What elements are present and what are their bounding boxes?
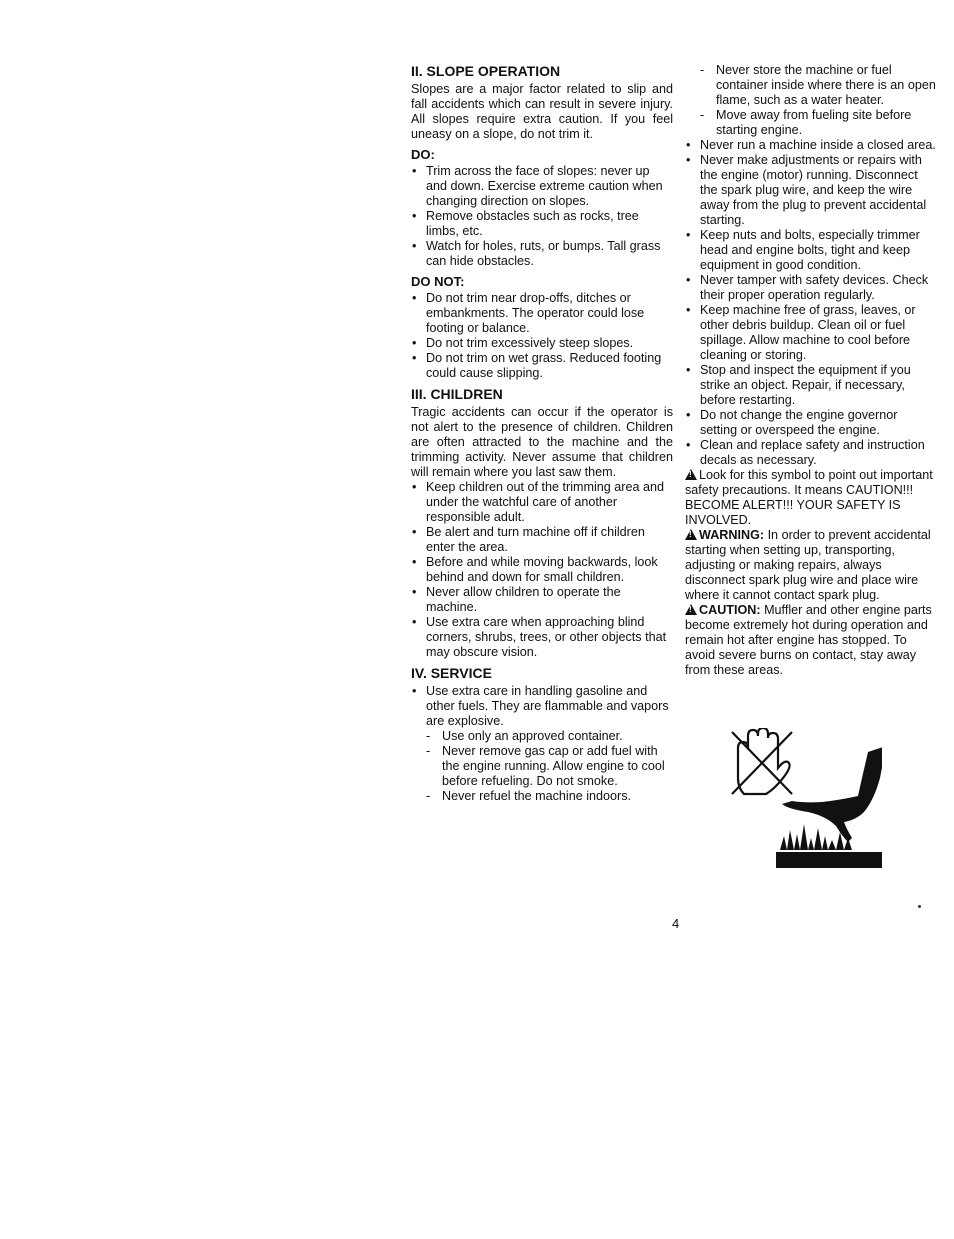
children-heading: III. CHILDREN [411,386,503,402]
symbol-note-text: Look for this symbol to point out important safety precautions. It means CAUTION!!! BECOME ALERT!!! YOUR SAFETY IS INVOLVED. [685,468,933,527]
list-item: • Never make adjustments or repairs with the engine (motor) running. Disconnect the spark plug wire, and keep the wire away from the plug to prevent accidental starting. [685,153,937,228]
list-item: • Never run a machine inside a closed area. [685,138,937,153]
sub-list-item: - Use only an approved container. [411,729,673,744]
donot-label: DO NOT: [411,274,465,289]
list-item: • Keep machine free of grass, leaves, or other debris buildup. Clean oil or fuel spillage. Allow machine to cool before cleaning or storing. [685,303,937,363]
caution-paragraph [685,603,937,678]
service-heading: IV. SERVICE [411,665,492,681]
list-item: • Be alert and turn machine off if children enter the area. [411,525,673,555]
caution-text: Muffler and other engine parts become extremely hot during operation and remain hot after engine has stopped. To avoid severe burns on contact, stay away from these areas. [685,603,932,677]
list-item: • Never allow children to operate the machine. [411,585,673,615]
safety-alert-icon [685,604,697,615]
left-column [411,63,673,804]
list-item: • Do not trim near drop-offs, ditches or embankments. The operator could lose footing or balance. [411,291,673,336]
safety-alert-icon [685,529,697,540]
list-item: • Remove obstacles such as rocks, tree limbs, etc. [411,209,673,239]
list-item: • Before and while moving backwards, look behind and down for small children. [411,555,673,585]
hot-surface-warning-illustration [730,728,882,870]
list-item: • Trim across the face of slopes: never up and down. Exercise extreme caution when changing direction on slopes. [411,164,673,209]
list-item: • Use extra care in handling gasoline and other fuels. They are flammable and vapors are explosive. [411,684,673,729]
list-item: • Clean and replace safety and instruction decals as necessary. [685,438,937,468]
do-list [411,164,673,269]
sub-list-item: - Never store the machine or fuel container inside where there is an open flame, such as a water heater. [685,63,937,108]
do-label: DO: [411,147,435,162]
service-list-left [411,684,673,804]
burning-hand-icon [776,746,882,868]
sub-list-item: - Move away from fueling site before starting engine. [685,108,937,138]
list-item: • Never tamper with safety devices. Check their proper operation regularly. [685,273,937,303]
list-item: • Do not trim excessively steep slopes. [411,336,673,351]
caution-label: CAUTION: [699,603,761,617]
sub-list-item: - Never remove gas cap or add fuel with the engine running. Allow engine to cool before refueling. Do not smoke. [411,744,673,789]
donot-list [411,291,673,381]
list-item: • Do not change the engine governor setting or overspeed the engine. [685,408,937,438]
margin-dot [918,905,921,908]
warning-text: In order to prevent accidental starting when setting up, transporting, adjusting or making repairs, always disconnect spark plug wire and place wire where it cannot contact spark plug. [685,528,931,602]
list-item: • Use extra care when approaching blind corners, shrubs, trees, or other objects that may obscure vision. [411,615,673,660]
list-item: • Stop and inspect the equipment if you strike an object. Repair, if necessary, before restarting. [685,363,937,408]
service-list-right [685,63,937,468]
right-column [685,63,937,678]
symbol-note [685,468,937,528]
warning-label: WARNING: [699,528,765,542]
list-item: • Do not trim on wet grass. Reduced footing could cause slipping. [411,351,673,381]
list-item: • Keep children out of the trimming area and under the watchful care of another responsible adult. [411,480,673,525]
page-number: 4 [672,916,680,931]
list-item: • Keep nuts and bolts, especially trimmer head and engine bolts, tight and keep equipment in good condition. [685,228,937,273]
crossed-hand-icon [732,728,792,794]
children-intro: Tragic accidents can occur if the operator is not alert to the presence of children. Children are often attracted to the machine and the trimming activity. Never assume that children will remain where you last saw them. [411,405,673,479]
sub-list-item: - Never refuel the machine indoors. [411,789,673,804]
slope-heading: II. SLOPE OPERATION [411,63,561,79]
list-item: • Watch for holes, ruts, or bumps. Tall grass can hide obstacles. [411,239,673,269]
safety-alert-icon [685,469,697,480]
warning-paragraph [685,528,937,603]
children-list [411,480,673,660]
slope-intro: Slopes are a major factor related to slip and fall accidents which can result in severe injury. All slopes require extra caution. If you feel uneasy on a slope, do not trim it. [411,82,673,141]
